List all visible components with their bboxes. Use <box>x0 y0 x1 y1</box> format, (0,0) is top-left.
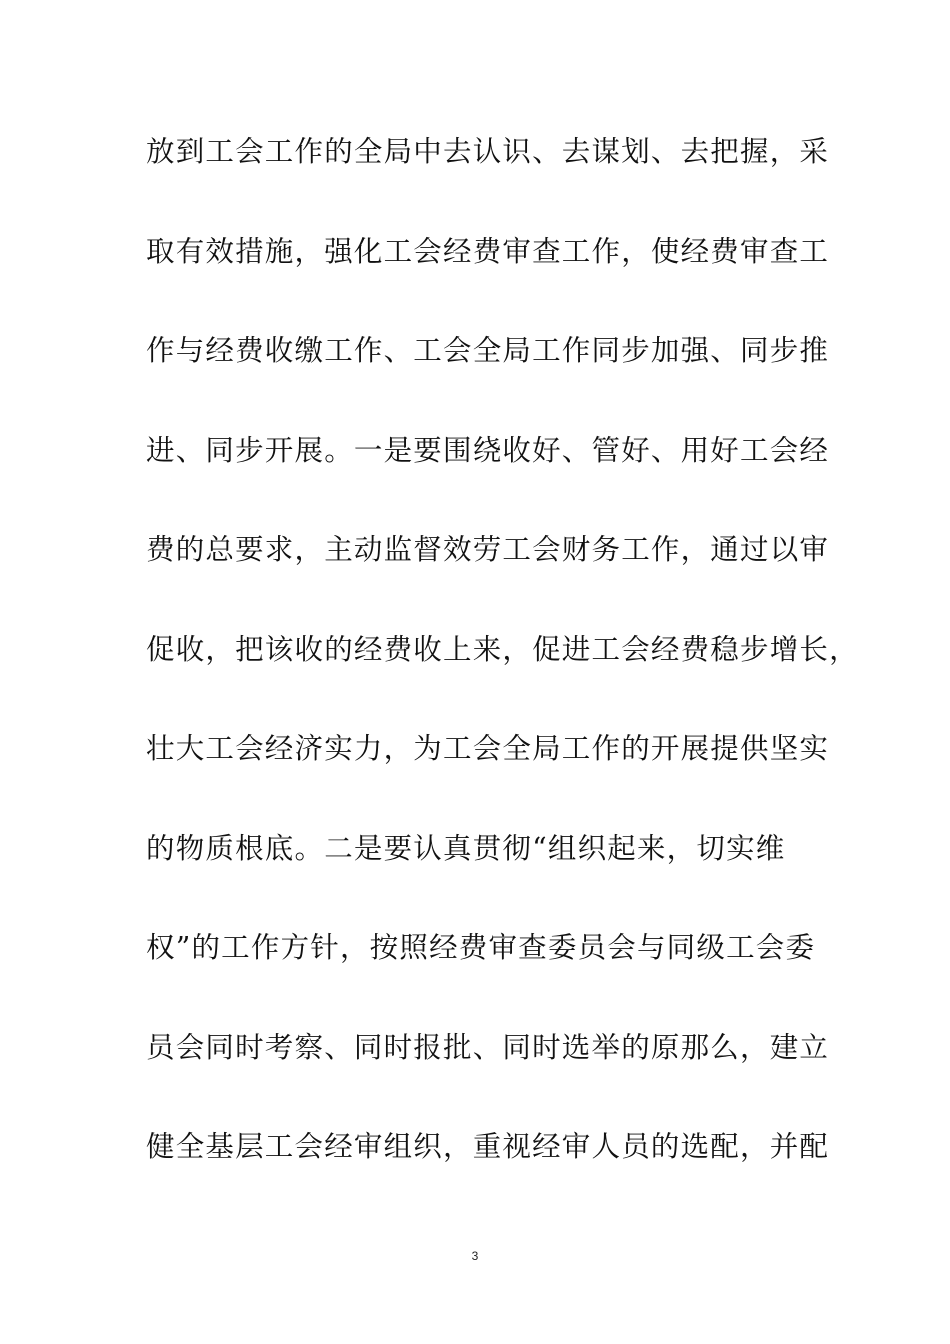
text-line: 健全基层工会经审组织，重视经审人员的选配，并配 <box>146 1130 830 1163</box>
text-line: 取有效措施，强化工会经费审查工作，使经费审查工 <box>146 234 830 268</box>
text-line: 进、同步开展。一是要围绕收好、管好、用好工会经 <box>146 433 830 467</box>
text-line: 促收，把该收的经费收上来，促进工会经费稳步增长， <box>146 632 859 666</box>
page-number: 3 <box>471 1249 479 1263</box>
text-line: 作与经费收缴工作、工会全局工作同步加强、同步推 <box>146 334 830 367</box>
text-line: 壮大工会经济实力，为工会全局工作的开展提供坚实 <box>146 732 830 765</box>
text-line: 的物质根底。二是要认真贯彻“组织起来，切实维 <box>146 831 786 865</box>
body-text <box>146 120 859 1215</box>
text-line: 费的总要求，主动监督效劳工会财务工作，通过以审 <box>146 533 830 566</box>
text-line: 权”的工作方针，按照经费审查委员会与同级工会委 <box>146 931 816 964</box>
text-line: 放到工会工作的全局中去认识、去谋划、去把握，采 <box>146 135 830 168</box>
text-line: 员会同时考察、同时报批、同时选举的原那么，建立 <box>146 1030 830 1064</box>
